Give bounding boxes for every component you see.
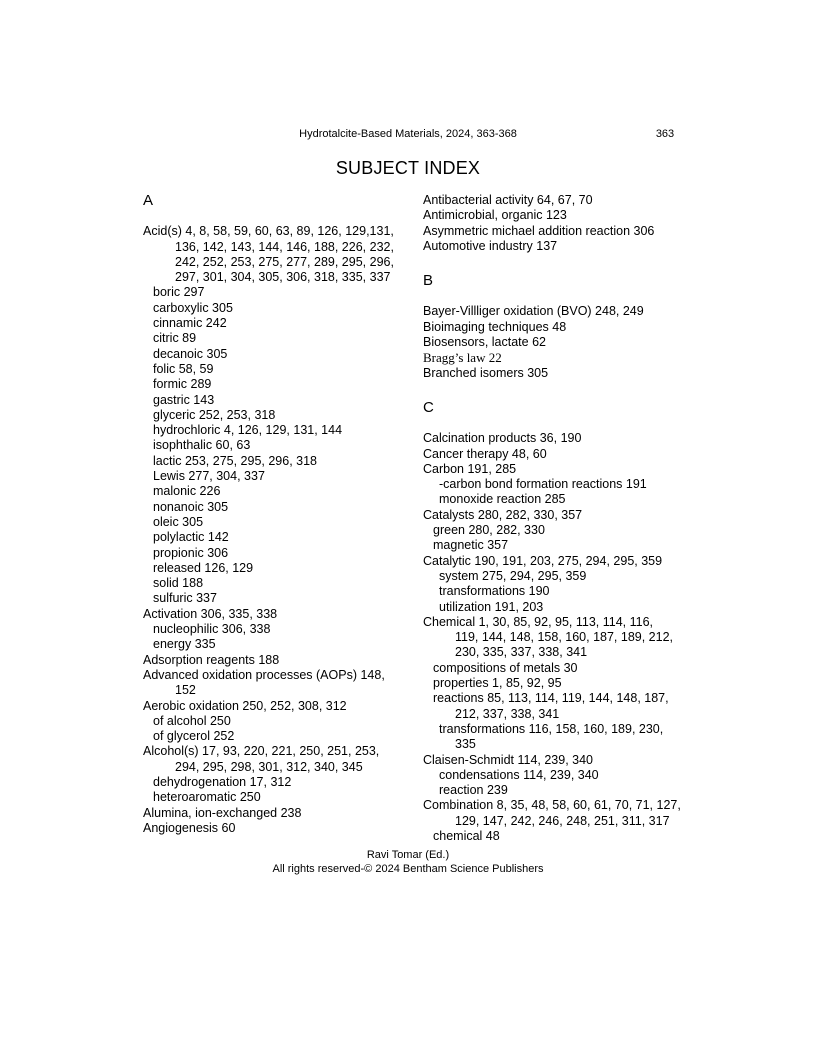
index-subentry: compositions of metals 30 [433, 660, 578, 675]
index-entry: Asymmetric michael addition reaction 306 [423, 223, 655, 238]
index-entry: Activation 306, 335, 338 [143, 606, 278, 621]
index-entry-continuation: 294, 295, 298, 301, 312, 340, 345 [175, 759, 363, 774]
index-entry: Acid(s) 4, 8, 58, 59, 60, 63, 89, 126, 129,131, [143, 224, 394, 239]
index-subentry: oleic 305 [153, 514, 204, 529]
index-entry: Aerobic oxidation 250, 252, 308, 312 [143, 698, 347, 713]
index-subentry: decanoic 305 [153, 346, 228, 361]
column-left [143, 193, 423, 836]
index-subentry: energy 335 [153, 637, 216, 652]
index-subentry: formic 289 [153, 377, 212, 392]
index-subentry: propionic 306 [153, 545, 229, 560]
index-entry: Catalytic 190, 191, 203, 275, 294, 295, 359 [423, 553, 663, 568]
index-entry-continuation: 297, 301, 304, 305, 306, 318, 335, 337 [175, 270, 391, 285]
index-entry: Adsorption reagents 188 [143, 652, 280, 667]
index-entry-continuation: 242, 252, 253, 275, 277, 289, 295, 296, [175, 254, 394, 269]
index-subentry: properties 1, 85, 92, 95 [433, 676, 562, 691]
index-entry: Chemical 1, 30, 85, 92, 95, 113, 114, 116, [423, 614, 654, 629]
running-title: Hydrotalcite-Based Materials, 2024, 363-368 [299, 128, 517, 140]
index-entry: Automotive industry 137 [423, 238, 558, 253]
index-entry: Alumina, ion-exchanged 238 [143, 805, 302, 820]
index-entry-continuation: 212, 337, 338, 341 [455, 706, 560, 721]
index-entry: Combination 8, 35, 48, 58, 60, 61, 70, 71, 127, [423, 798, 681, 813]
index-entry-continuation: 335 [455, 737, 476, 752]
index-entry: Advanced oxidation processes (AOPs) 148, [143, 667, 385, 682]
index-subentry: boric 297 [153, 285, 205, 300]
index-subentry: heteroaromatic 250 [153, 790, 261, 805]
index-entry: Antibacterial activity 64, 67, 70 [423, 193, 593, 207]
section-letter-a: A [143, 192, 154, 209]
index-entry-continuation: 136, 142, 143, 144, 146, 188, 226, 232, [175, 239, 394, 254]
index-subentry: system 275, 294, 295, 359 [439, 568, 587, 583]
index-subentry: hydrochloric 4, 126, 129, 131, 144 [153, 423, 343, 438]
index-subentry: chemical 48 [433, 828, 500, 843]
footer-editor: Ravi Tomar (Ed.) [366, 849, 450, 861]
index-entry: Claisen-Schmidt 114, 239, 340 [423, 752, 594, 767]
index-subentry: Lewis 277, 304, 337 [153, 469, 265, 484]
index-entry: Angiogenesis 60 [143, 820, 236, 835]
index-entry: Branched isomers 305 [423, 365, 549, 380]
index-subentry: isophthalic 60, 63 [153, 438, 251, 453]
index-entry-continuation: 230, 335, 337, 338, 341 [455, 645, 588, 660]
index-subentry: monoxide reaction 285 [439, 492, 566, 507]
index-subentry: magnetic 357 [433, 538, 509, 553]
index-subentry: green 280, 282, 330 [433, 523, 545, 538]
index-entry-continuation: 152 [175, 683, 196, 698]
index-entry: Carbon 191, 285 [423, 461, 517, 476]
index-subentry: cinnamic 242 [153, 316, 227, 331]
index-subentry: released 126, 129 [153, 560, 254, 575]
index-entry: Antimicrobial, organic 123 [423, 208, 567, 223]
index-entry: Bioimaging techniques 48 [423, 319, 567, 334]
index-entry: Biosensors, lactate 62 [423, 335, 546, 350]
index-subentry: reactions 85, 113, 114, 119, 144, 148, 187, [433, 691, 669, 706]
index-subentry: glyceric 252, 253, 318 [153, 407, 276, 422]
index-subentry: of alcohol 250 [153, 713, 231, 728]
index-subentry: dehydrogenation 17, 312 [153, 774, 292, 789]
footer-copyright: All rights reserved-© 2024 Bentham Science Publishers [272, 863, 544, 875]
index-entry: Bragg’s law 22 [423, 350, 502, 366]
footer [0, 848, 816, 876]
index-subentry: lactic 253, 275, 295, 296, 318 [153, 453, 318, 468]
index-entry: Cancer therapy 48, 60 [423, 446, 547, 461]
index-entry-continuation: 129, 147, 242, 246, 248, 251, 311, 317 [455, 813, 670, 828]
index-subentry: of glycerol 252 [153, 729, 235, 744]
index-subentry: transformations 190 [439, 584, 550, 599]
index-entry: Alcohol(s) 17, 93, 220, 221, 250, 251, 253, [143, 744, 380, 759]
index-subentry: citric 89 [153, 331, 197, 346]
index-subentry: sulfuric 337 [153, 591, 217, 606]
page-title: SUBJECT INDEX [335, 158, 481, 178]
index-entry: Catalysts 280, 282, 330, 357 [423, 507, 583, 522]
index-subentry: -carbon bond formation reactions 191 [439, 477, 647, 492]
index-subentry: gastric 143 [153, 392, 215, 407]
index-subentry: reaction 239 [439, 783, 508, 798]
index-subentry: nucleophilic 306, 338 [153, 622, 271, 637]
index-subentry: folic 58, 59 [153, 361, 214, 376]
section-letter-c: C [423, 398, 434, 416]
index-subentry: malonic 226 [153, 484, 221, 499]
column-right [423, 193, 763, 844]
index-entry: Calcination products 36, 190 [423, 431, 582, 446]
index-entry: Bayer-Villliger oxidation (BVO) 248, 249 [423, 304, 644, 319]
index-subentry: nonanoic 305 [153, 499, 229, 514]
index-subentry: utilization 191, 203 [439, 599, 544, 614]
page-number: 363 [655, 128, 675, 140]
index-subentry: solid 188 [153, 576, 204, 591]
index-subentry: polylactic 142 [153, 530, 229, 545]
section-letter-b: B [423, 272, 434, 290]
index-entry-continuation: 119, 144, 148, 158, 160, 187, 189, 212, [455, 630, 674, 645]
index-subentry: transformations 116, 158, 160, 189, 230, [439, 721, 664, 736]
index-subentry: condensations 114, 239, 340 [439, 767, 599, 782]
index-subentry: carboxylic 305 [153, 300, 233, 315]
